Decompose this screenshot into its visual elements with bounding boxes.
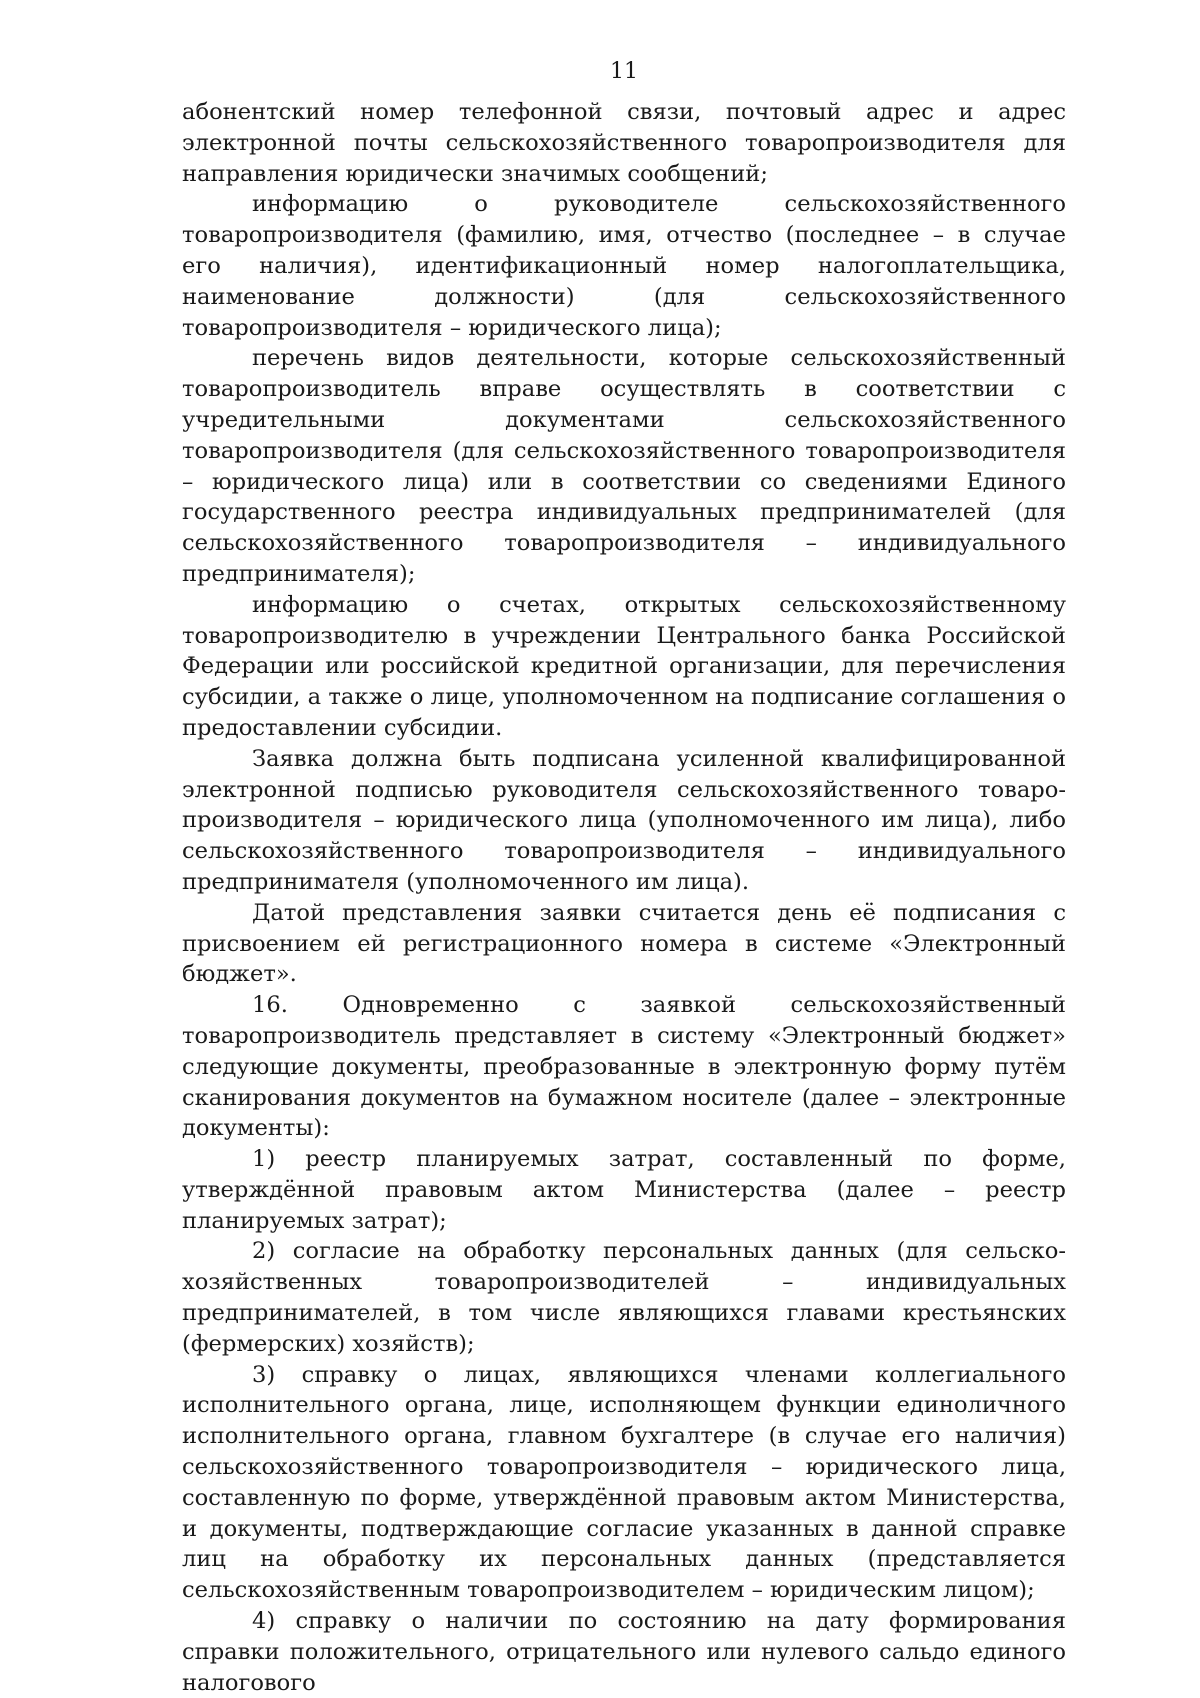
list-item-3: 3) справку о лицах, являющихся членами коллегиального исполнительного органа, лице, исполняющем функции единоличного исполнительного органа, главном бухгалтере (в случае его наличия) сельскохозяйственного товаропроизводителя – юридического лица, составленную по форме, утверждённой правовым актом Министерства, и документы, подтверждающие согласие указанных в данной справке лиц на обработку их персональных данных (представляется сельскохозяйственным товаропроизводителем – юридическим лицом); xyxy=(182,1361,1066,1604)
paragraph-clause-16: 16. Одновременно с заявкой сельскохозяйственный товаропроизводитель представляет в систему «Электронный бюджет» следующие документы, преобразованные в электронную форму путём сканирования документов на бумажном носителе (далее – электронные документы): xyxy=(182,992,1066,1142)
paragraph-contact-details: абонентский номер телефонной связи, почтовый адрес и адрес электронной почты сельскохозяйственного товаропроизводителя для направления юридически значимых сообщений; xyxy=(182,99,1066,187)
paragraph-activities-list: перечень видов деятельности, которые сельскохозяйственный товаропроизводитель вправе осуществлять в соответствии с учредительными документами сельскохозяйственного товаропроизводителя (для сельскохозяйственного товаропроизводителя – юридического лица) или в соответствии со сведениями Единого государственного реестра индивидуальных предпринимателей (для сельскохозяйственного товаропроизводителя – индивидуального предпринимателя); xyxy=(182,345,1066,587)
paragraph-accounts-info: информацию о счетах, открытых сельскохозяйственному товаропроизводителю в учреждении Центрального банка Российской Федерации или российской кредитной организации, для перечисления субсидии, а также о лице, уполномоченном на подписание соглашения о предоставлении субсидии. xyxy=(182,591,1066,741)
list-item-1: 1) реестр планируемых затрат, составленный по форме, утверждённой правовым актом Министерства (далее – реестр планируемых затрат); xyxy=(182,1146,1066,1234)
document-body xyxy=(182,97,1066,1698)
paragraph-submission-date: Датой представления заявки считается день её подписания с присвоением ей регистрационного номера в системе «Электронный бюджет». xyxy=(182,899,1066,988)
paragraph-head-info: информацию о руководителе сельскохозяйственного товаропроизводителя (фамилию, имя, отчество (последнее – в случае его наличия), идентификационный номер налогоплательщика, наименование должности) (для сельскохозяйственного товаропроизводителя – юридического лица); xyxy=(182,191,1066,341)
document-page xyxy=(182,0,1066,1696)
list-item-4: 4) справку о наличии по состоянию на дату формирования справки положительного, отрицательного или нулевого сальдо единого налогового xyxy=(182,1608,1066,1696)
paragraph-signature-requirement: Заявка должна быть подписана усиленной квалифицированной электронной подписью руководителя сельскохозяйственного товаропроизводителя – юридического лица (уполномоченного им лица), либо сельскохозяйственного товаропроизводителя – индивидуального предпринимателя (уполномоченного им лица). xyxy=(182,745,1066,895)
page-number: 11 xyxy=(610,59,638,84)
list-item-2: 2) согласие на обработку персональных данных (для сельскохозяйственных товаропроизводителей – индивидуальных предпринимателей, в том числе являющихся главами крестьянских (фермерских) хозяйств); xyxy=(182,1238,1066,1357)
